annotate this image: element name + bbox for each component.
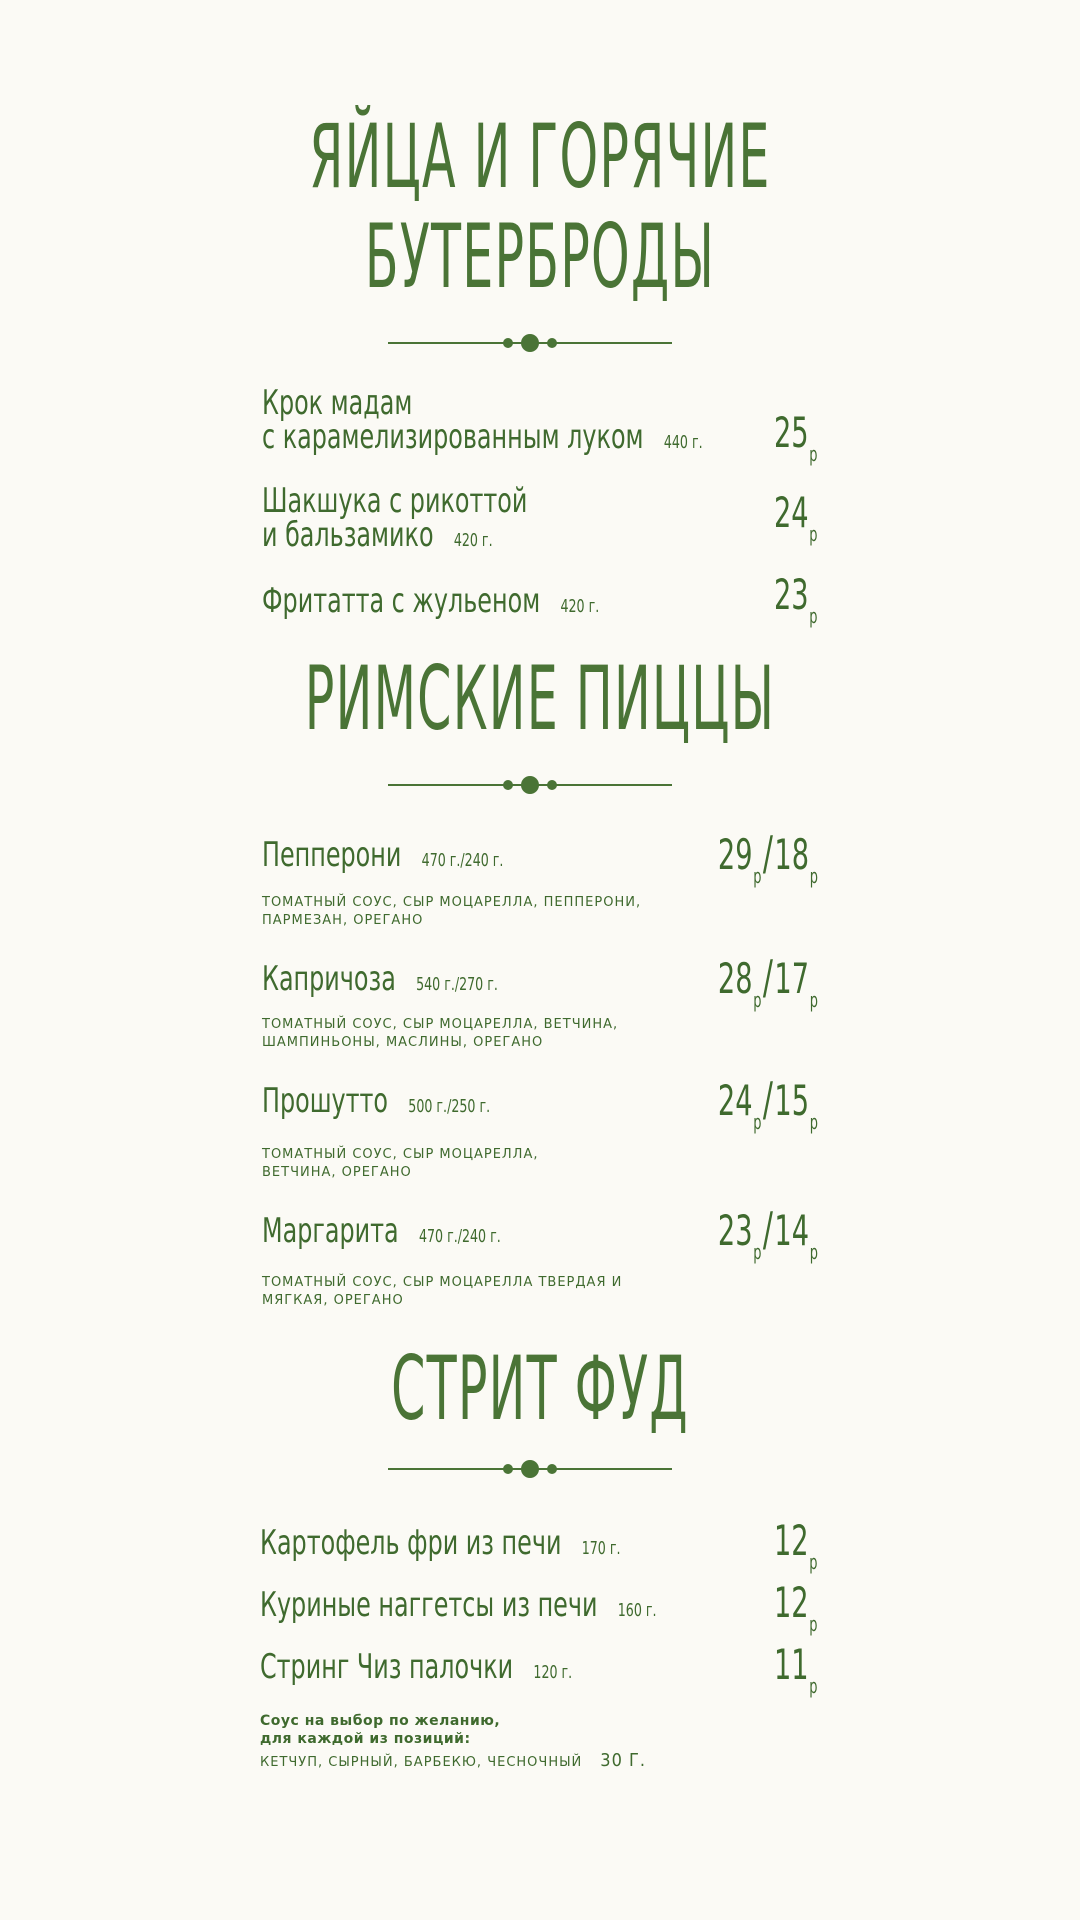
item-weight: 540 г./270 г. — [416, 974, 498, 995]
item-price: $24_р/15_р$ — [717, 1072, 818, 1134]
item-name: Фритатта с жульеном — [262, 581, 541, 621]
item-description: ТОМАТНЫЙ СОУС, СЫР МОЦАРЕЛЛА ТВЕРДАЯ И МЯГКАЯ, ОРЕГАНО — [262, 1275, 623, 1308]
section-title-street-food: СТРИТ ФУД — [391, 1337, 689, 1440]
item-name: и бальзамико — [262, 515, 434, 555]
item-name: Стринг Чиз палочки — [260, 1647, 514, 1687]
item-weight: 170 г. — [581, 1538, 621, 1559]
item-weight: 500 г./250 г. — [408, 1096, 491, 1117]
item-name: Шакшука с рикоттой — [262, 481, 528, 521]
sauce-note-text: КЕТЧУП, СЫРНЫЙ, БАРБЕКЮ, ЧЕСНОЧНЫЙ 30 Г. — [260, 1750, 647, 1771]
item-price: $25_р$ — [774, 408, 818, 466]
item-name: Капричоза — [262, 959, 396, 999]
item-name: Пепперони — [262, 835, 402, 875]
item-price: $28_р/17_р$ — [717, 950, 818, 1012]
item-name: Маргарита — [262, 1211, 399, 1251]
item-name: Прошутто — [262, 1081, 389, 1121]
item-weight: 420 г. — [560, 596, 600, 617]
item-weight: 440 г. — [663, 432, 703, 453]
section-title-pizza: РИМСКИЕ ПИЦЦЫ — [304, 647, 776, 750]
item-name: Картофель фри из печи — [260, 1523, 562, 1563]
item-price: $12_р$ — [774, 1578, 818, 1636]
item-name: Куриные наггетсы из печи — [260, 1585, 598, 1625]
ornament-divider — [388, 1459, 672, 1479]
ornament-divider — [388, 775, 672, 795]
section-title-eggs-line-1: ЯЙЦА И ГОРЯЧИЕ — [309, 105, 771, 208]
item-weight: 470 г./240 г. — [421, 850, 504, 871]
item-price: $12_р$ — [774, 1516, 818, 1574]
item-description: ТОМАТНЫЙ СОУС, СЫР МОЦАРЕЛЛА, ВЕТЧИНА, ШАМПИНЬОНЫ, МАСЛИНЫ, ОРЕГАНО — [262, 1017, 619, 1050]
item-price: $24_р$ — [774, 488, 818, 546]
item-price: $29_р/18_р$ — [717, 826, 818, 888]
item-weight: 120 г. — [533, 1662, 573, 1683]
item-weight: 420 г. — [453, 530, 493, 551]
sauce-note-title: Соус на выбор по желанию, для каждой из позиций: — [260, 1713, 501, 1747]
item-name: Крок мадам — [262, 383, 413, 423]
item-weight: 470 г./240 г. — [418, 1226, 501, 1247]
item-price: $23_р$ — [774, 570, 818, 628]
item-name: с карамелизированным луком — [262, 417, 644, 457]
sauce-weight: 30 Г. — [600, 1750, 647, 1771]
item-price: $23_р/14_р$ — [717, 1202, 818, 1264]
item-price: $11_р$ — [774, 1640, 818, 1698]
section-title-eggs-line-2: БУТЕРБРОДЫ — [364, 205, 716, 308]
item-description: ТОМАТНЫЙ СОУС, СЫР МОЦАРЕЛЛА, ВЕТЧИНА, ОРЕГАНО — [262, 1147, 539, 1180]
item-description: ТОМАТНЫЙ СОУС, СЫР МОЦАРЕЛЛА, ПЕППЕРОНИ, ПАРМЕЗАН, ОРЕГАНО — [262, 895, 642, 928]
ornament-divider — [388, 333, 672, 353]
item-weight: 160 г. — [617, 1600, 657, 1621]
